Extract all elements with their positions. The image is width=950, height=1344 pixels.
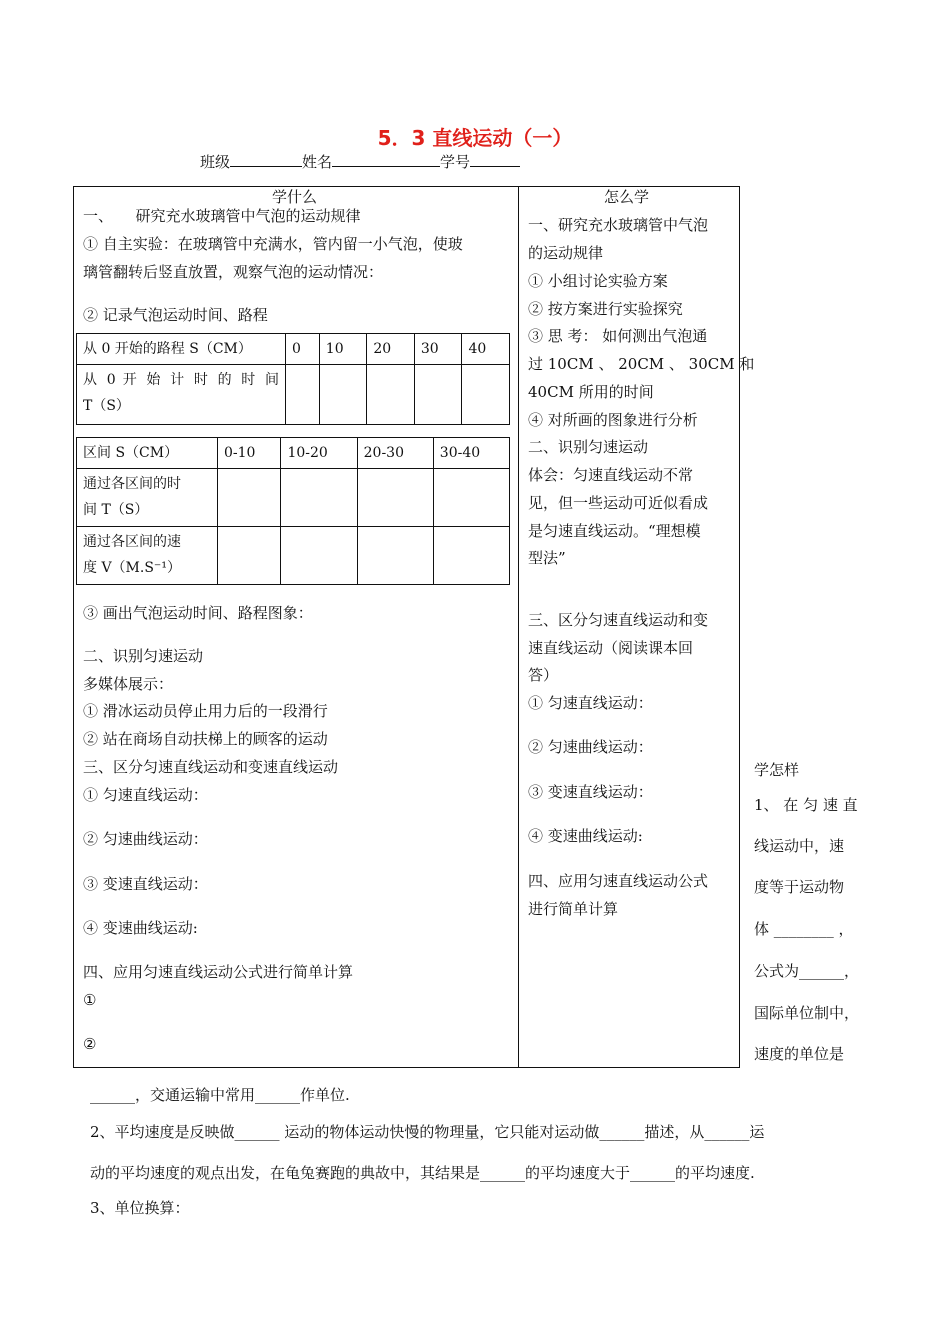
interval-speed-cell[interactable] — [281, 527, 357, 585]
side-line: 国际单位制中， — [754, 1004, 860, 1022]
interval-value: 20-30 — [357, 438, 433, 469]
right-column-header: 怎么学 — [604, 188, 650, 206]
column-divider — [518, 186, 519, 1067]
bottom-line: ______，交通运输中常用______作单位. — [90, 1086, 350, 1104]
guide-line: 型法” — [528, 549, 566, 567]
guide-line: ① 匀速直线运动： — [528, 694, 653, 712]
experiment-step-1: ① 自主实验：在玻璃管中充满水，管内留一小气泡，使玻 — [83, 235, 463, 253]
class-blank[interactable] — [230, 152, 302, 167]
guide-line: ③ 变速直线运动： — [528, 783, 653, 801]
guide-line: 体会：匀速直线运动不常 — [528, 466, 694, 484]
distance-time-table — [76, 333, 510, 425]
media-example-2: ② 站在商场自动扶梯上的顾客的运动 — [83, 730, 328, 748]
interval-time-label — [77, 469, 218, 527]
name-label: 姓名 — [302, 153, 333, 171]
bottom-line: 3、单位换算： — [90, 1199, 190, 1217]
distance-value: 30 — [414, 334, 462, 365]
guide-line: 二、识别匀速运动 — [528, 438, 649, 456]
interval-speed-label — [77, 527, 218, 585]
time-input-cell[interactable] — [414, 365, 462, 425]
time-row-label — [77, 365, 286, 425]
time-input-cell[interactable] — [367, 365, 415, 425]
distance-value: 10 — [319, 334, 367, 365]
side-line: 线运动中，速 — [754, 837, 845, 855]
interval-time-cell[interactable] — [433, 469, 509, 527]
section-three-heading: 三、区分匀速直线运动和变速直线运动 — [83, 758, 339, 776]
guide-line: 速直线运动（阅读课本回 — [528, 639, 694, 657]
side-line: 体 ________ ， — [754, 920, 854, 938]
side-line: 1、 在 匀 速 直 — [754, 796, 858, 814]
interval-value: 0-10 — [218, 438, 281, 469]
interval-time-label-line2: 间 T（S） — [83, 502, 149, 518]
time-row-label-line2: T（S） — [83, 398, 130, 414]
bottom-line: 2、平均速度是反映做______ 运动的物体运动快慢的物理量，它只能对运动做______描述，从______运 — [90, 1123, 765, 1141]
interval-value: 10-20 — [281, 438, 357, 469]
guide-line: 过 10CM 、 20CM 、 30CM 和 — [528, 355, 755, 373]
guide-line: 见，但一些运动可近似看成 — [528, 494, 709, 512]
bottom-line: 动的平均速度的观点出发，在龟兔赛跑的典故中，其结果是______的平均速度大于______的平均速度. — [90, 1164, 755, 1182]
interval-time-cell[interactable] — [281, 469, 357, 527]
distance-value: 40 — [462, 334, 510, 365]
guide-line: 的运动规律 — [528, 244, 604, 262]
distance-row-label: 从 0 开始的路程 S（CM） — [77, 334, 286, 365]
interval-speed-label-line2: 度 V（M.S⁻¹） — [83, 560, 181, 576]
interval-value: 30-40 — [433, 438, 509, 469]
time-input-cell[interactable] — [319, 365, 367, 425]
name-blank[interactable] — [332, 152, 440, 167]
distance-value: 0 — [286, 334, 320, 365]
interval-time-cell[interactable] — [218, 469, 281, 527]
left-column-header: 学什么 — [272, 188, 318, 206]
media-example-1: ① 滑冰运动员停止用力后的一段滑行 — [83, 702, 328, 720]
experiment-step-3: ③ 画出气泡运动时间、路程图象： — [83, 604, 313, 622]
guide-line: 进行简单计算 — [528, 900, 619, 918]
number-blank[interactable] — [470, 152, 520, 167]
side-line: 度等于运动物 — [754, 878, 845, 896]
interval-time-cell[interactable] — [357, 469, 433, 527]
interval-header: 区间 S（CM） — [77, 438, 218, 469]
side-line: 速度的单位是 — [754, 1045, 845, 1063]
experiment-step-1-cont: 璃管翻转后竖直放置，观察气泡的运动情况： — [83, 263, 384, 281]
section-two-heading: 二、识别匀速运动 — [83, 647, 204, 665]
interval-speed-cell[interactable] — [433, 527, 509, 585]
interval-time-label-line1: 通过各区间的时 — [83, 476, 181, 492]
number-label: 学号 — [440, 153, 471, 171]
interval-speed-table — [76, 437, 510, 585]
section-four-heading: 四、应用匀速直线运动公式进行简单计算 — [83, 963, 354, 981]
guide-line: 四、应用匀速直线运动公式 — [528, 872, 709, 890]
motion-type-4: ④ 变速曲线运动: — [83, 919, 198, 937]
experiment-step-2: ② 记录气泡运动时间、路程 — [83, 306, 268, 324]
guide-line: ④ 对所画的图象进行分析 — [528, 411, 698, 429]
calc-item-1: ① — [83, 991, 97, 1009]
guide-line: ③ 思 考： 如何测出气泡通 — [528, 327, 708, 345]
interval-speed-cell[interactable] — [218, 527, 281, 585]
guide-line: ④ 变速曲线运动: — [528, 827, 643, 845]
time-input-cell[interactable] — [462, 365, 510, 425]
student-info-line — [200, 151, 520, 172]
guide-line: 一、研究充水玻璃管中气泡 — [528, 216, 709, 234]
guide-line: ② 匀速曲线运动： — [528, 738, 653, 756]
page-title: 5．3 直线运动（一） — [377, 126, 573, 150]
motion-type-1: ① 匀速直线运动： — [83, 786, 208, 804]
side-line: 公式为______， — [754, 962, 860, 980]
motion-type-2: ② 匀速曲线运动： — [83, 830, 208, 848]
calc-item-2: ② — [83, 1035, 97, 1053]
guide-line: ② 按方案进行实验探究 — [528, 300, 683, 318]
side-header: 学怎样 — [754, 761, 800, 779]
time-row-label-line1: 从 0 开 始 计 时 的 时 间 — [83, 372, 279, 388]
interval-speed-cell[interactable] — [357, 527, 433, 585]
section-one-heading: 一、 研究充水玻璃管中气泡的运动规律 — [83, 207, 361, 225]
guide-line: 答） — [528, 666, 559, 684]
guide-line: 是匀速直线运动。“理想模 — [528, 522, 701, 540]
guide-line: 三、区分匀速直线运动和变 — [528, 611, 709, 629]
distance-value: 20 — [367, 334, 415, 365]
motion-type-3: ③ 变速直线运动： — [83, 875, 208, 893]
class-label: 班级 — [200, 153, 231, 171]
interval-speed-label-line1: 通过各区间的速 — [83, 534, 181, 550]
guide-line: ① 小组讨论实验方案 — [528, 272, 668, 290]
media-label: 多媒体展示： — [83, 675, 174, 693]
time-input-cell[interactable] — [286, 365, 320, 425]
guide-line: 40CM 所用的时间 — [528, 383, 654, 401]
